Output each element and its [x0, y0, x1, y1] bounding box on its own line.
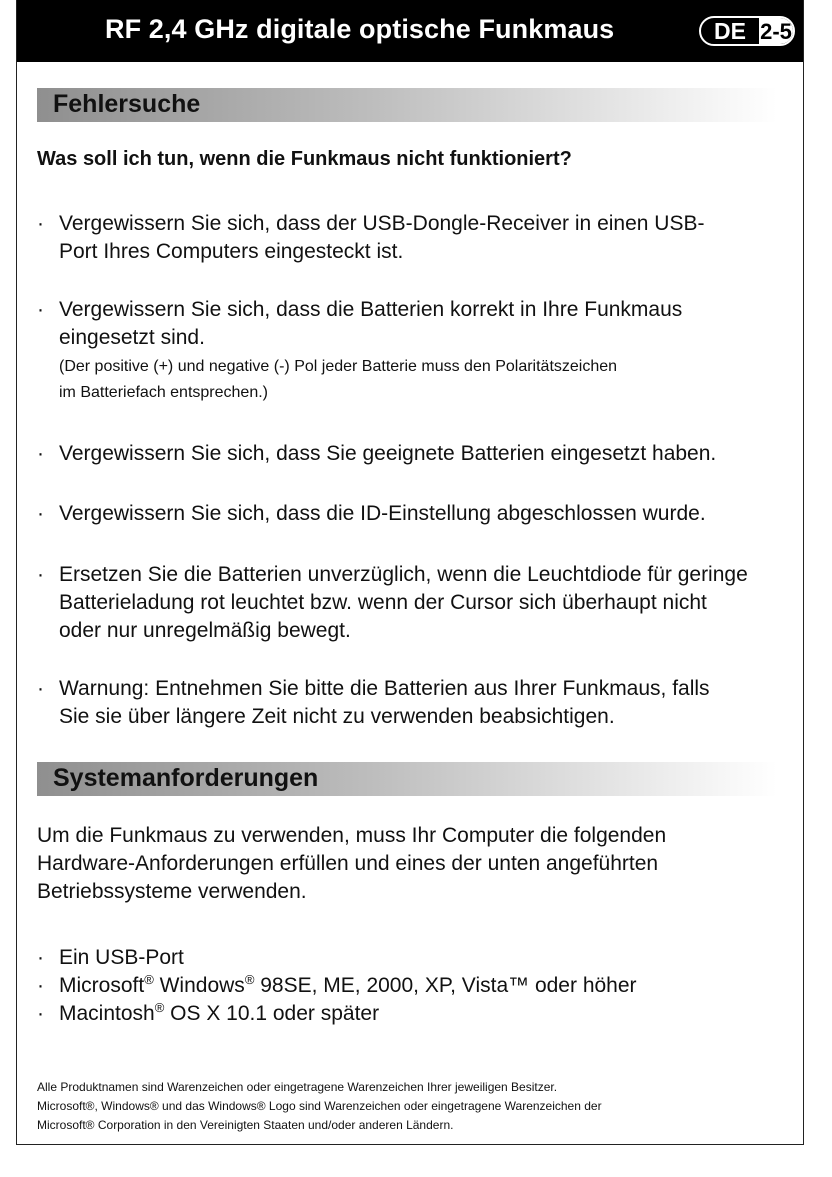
note-line: (Der positive (+) und negative (-) Pol jeder Batterie muss den Polaritätszeichen — [59, 358, 618, 375]
item-line: Vergewissern Sie sich, dass die ID-Einstellung abgeschlossen wurde. — [59, 502, 706, 525]
text-part: OS X 10.1 oder später — [164, 1002, 380, 1025]
item-line: Vergewissern Sie sich, dass die Batterien korrekt in Ihre Funkmaus — [59, 298, 683, 321]
page-header — [17, 0, 803, 62]
list-item — [37, 210, 787, 266]
item-line: eingesetzt sind. — [59, 326, 205, 349]
intro-line: Um die Funkmaus zu verwenden, muss Ihr Computer die folgenden — [37, 824, 667, 847]
list-item — [37, 972, 777, 1000]
section-header-requirements — [37, 762, 777, 796]
bullet: · — [37, 212, 44, 235]
intro-line: Betriebssysteme verwenden. — [37, 880, 307, 903]
bullet: · — [37, 298, 44, 321]
requirements-intro — [37, 822, 789, 906]
list-item — [37, 1000, 777, 1028]
list-item — [37, 675, 787, 731]
bullet: · — [37, 974, 44, 997]
footnote-line: Alle Produktnamen sind Warenzeichen oder eingetragene Warenzeichen Ihrer jeweiligen Besitzer. — [37, 1080, 558, 1094]
footnote-line: Microsoft®, Windows® und das Windows® Logo sind Warenzeichen oder eingetragene Warenzeichen der — [37, 1099, 602, 1113]
list-item — [37, 500, 787, 528]
bullet: · — [37, 1002, 44, 1025]
item-line: Ersetzen Sie die Batterien unverzüglich, wenn die Leuchtdiode für geringe — [59, 563, 748, 586]
section-header-troubleshooting — [37, 88, 777, 122]
section-title: Fehlersuche — [53, 90, 201, 118]
item-line: Vergewissern Sie sich, dass Sie geeignete Batterien eingesetzt haben. — [59, 442, 717, 465]
manual-page — [16, 0, 804, 1145]
item-line: oder nur unregelmäßig bewegt. — [59, 619, 351, 642]
text-part: 98SE, ME, 2000, XP, Vista™ oder höher — [254, 974, 637, 997]
note-line: im Batteriefach entsprechen.) — [59, 384, 268, 401]
text-part: Windows — [153, 974, 245, 997]
question-heading: Was soll ich tun, wenn die Funkmaus nicht funktioniert? — [37, 148, 572, 170]
text-part: Macintosh — [59, 1002, 155, 1025]
item-line: Ein USB-Port — [59, 946, 184, 969]
item-line: Sie sie über längere Zeit nicht zu verwenden beabsichtigen. — [59, 705, 615, 728]
badge-language: DE — [714, 18, 746, 44]
requirements-list — [37, 944, 777, 1028]
item-note — [59, 354, 787, 406]
registered-mark: ® — [244, 972, 255, 987]
item-line — [59, 1000, 777, 1028]
section-title: Systemanforderungen — [53, 764, 319, 792]
registered-mark: ® — [154, 1000, 165, 1015]
item-line: Warnung: Entnehmen Sie bitte die Batterien aus Ihrer Funkmaus, falls — [59, 677, 710, 700]
intro-line: Hardware-Anforderungen erfüllen und eines der unten angeführten — [37, 852, 659, 875]
text-part: Microsoft — [59, 974, 145, 997]
bullet: · — [37, 563, 44, 586]
item-line: Port Ihres Computers eingesteckt ist. — [59, 240, 404, 263]
header-title: RF 2,4 GHz digitale optische Funkmaus — [105, 14, 615, 44]
bullet: · — [37, 502, 44, 525]
list-item — [37, 944, 777, 972]
bullet: · — [37, 946, 44, 969]
bullet: · — [37, 677, 44, 700]
page-badge — [699, 16, 795, 46]
list-item — [37, 561, 787, 645]
list-item — [37, 440, 787, 468]
item-line: Vergewissern Sie sich, dass der USB-Dongle-Receiver in einen USB- — [59, 212, 705, 235]
list-item — [37, 296, 787, 406]
footnote-line: Microsoft® Corporation in den Vereinigten Staaten und/oder anderen Ländern. — [37, 1118, 454, 1132]
item-line: Batterieladung rot leuchtet bzw. wenn der Cursor sich überhaupt nicht — [59, 591, 707, 614]
bullet: · — [37, 442, 44, 465]
registered-mark: ® — [144, 972, 154, 987]
item-line — [59, 972, 777, 1000]
footnote — [37, 1078, 797, 1135]
badge-page-number: 2-5 — [760, 19, 792, 44]
